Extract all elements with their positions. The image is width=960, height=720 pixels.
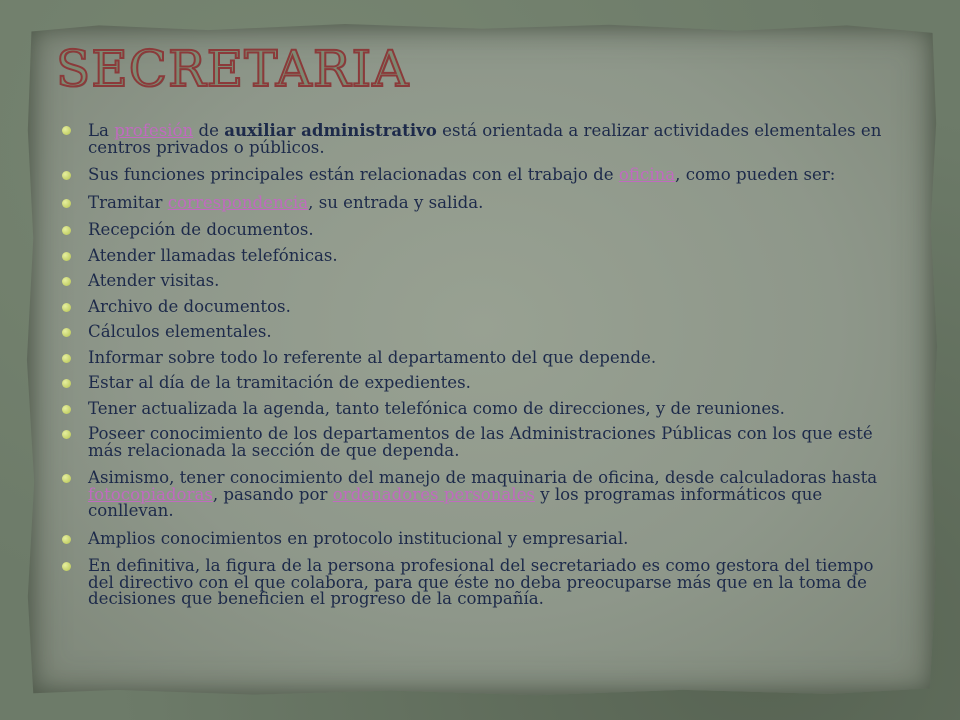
link-ordenadores-personales[interactable]: ordenadores personales	[332, 484, 535, 504]
link-oficina[interactable]: oficina	[618, 165, 676, 184]
bullet-text: , su entrada y salida.	[308, 192, 484, 212]
bullet-text: Asimismo, tener conocimiento del manejo de maquinaria de oficina, desde calculadoras hasta	[88, 468, 878, 487]
bullet-maquinaria	[62, 470, 902, 520]
bullet-text: Sus funciones principales están relacionadas con el trabajo de	[88, 165, 619, 184]
bullet-text: , como pueden ser:	[675, 165, 836, 184]
bullet-text: Tramitar	[88, 192, 168, 212]
bullet-tramitar	[62, 192, 902, 212]
bullet-informar: Informar sobre todo lo referente al departamento del que depende.	[62, 350, 902, 367]
bullet-agenda: Tener actualizada la agenda, tanto telefónica como de direcciones, y de reuniones.	[62, 401, 902, 418]
bullet-expedientes: Estar al día de la tramitación de expedientes.	[62, 375, 902, 392]
slide-title: SECRETARIA	[56, 40, 410, 98]
bullet-profesion	[62, 122, 902, 156]
bullet-archivo: Archivo de documentos.	[62, 299, 902, 316]
bullet-text: , pasando por	[212, 484, 333, 504]
bullet-funciones	[62, 167, 902, 184]
bullet-llamadas: Atender llamadas telefónicas.	[62, 248, 902, 265]
bullet-text: está orientada a realizar actividades elementales en centros privados o públicos.	[88, 121, 882, 157]
bullet-text: y los programas informáticos que conllevan.	[88, 484, 823, 520]
bullet-conocimiento: Poseer conocimiento de los departamentos de las Administraciones Públicas con los que esté más relacionada la sección de que dependa.	[62, 426, 902, 459]
bullet-protocolo: Amplios conocimientos en protocolo institucional y empresarial.	[62, 531, 902, 548]
bullet-text: La	[88, 121, 115, 140]
bullet-text: de	[193, 121, 225, 140]
link-fotocopiadoras[interactable]: fotocopiadoras	[88, 484, 213, 504]
link-profesion[interactable]: profesión	[114, 121, 194, 140]
link-correspondencia[interactable]: correspondencia	[167, 192, 309, 212]
bullet-visitas: Atender visitas.	[62, 273, 902, 290]
bullet-recepcion: Recepción de documentos.	[62, 222, 902, 239]
bullet-calculos: Cálculos elementales.	[62, 324, 902, 341]
bullet-list	[62, 122, 902, 619]
bold-term: auxiliar administrativo	[224, 120, 437, 140]
bullet-definitiva: En definitiva, la figura de la persona profesional del secretariado es como gestora del tiempo del directivo con el que colabora, para que éste no deba preocuparse más que en la toma de decisiones que beneficien el progreso de la compañía.	[62, 558, 902, 608]
